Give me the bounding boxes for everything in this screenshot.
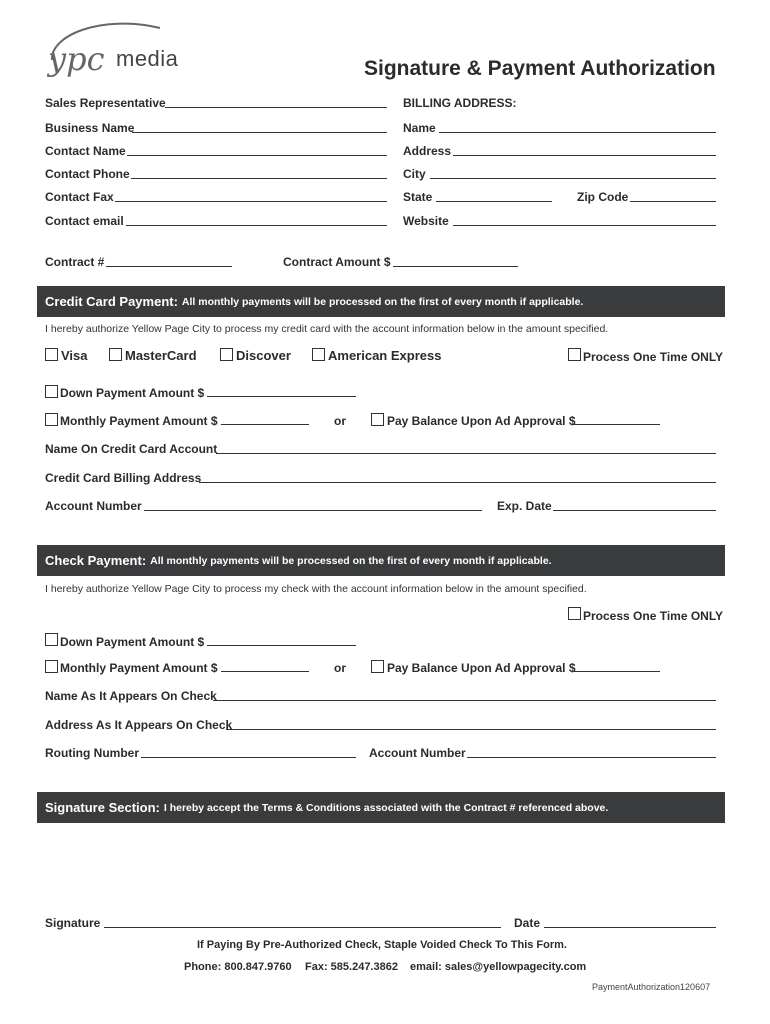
card-billing-address-label: Credit Card Billing Address bbox=[45, 471, 202, 485]
logo bbox=[40, 16, 200, 82]
exp-date-label: Exp. Date bbox=[497, 499, 552, 513]
check-monthly-payment-checkbox[interactable] bbox=[45, 660, 58, 673]
footer-phone: Phone: 800.847.9760 bbox=[184, 961, 292, 973]
billing-address-field[interactable] bbox=[453, 155, 716, 156]
cc-monthly-payment-field[interactable] bbox=[221, 424, 309, 425]
contract-number-label: Contract # bbox=[45, 255, 105, 269]
signature-section-text: I hereby accept the Terms & Conditions associated with the Contract # referenced above. bbox=[163, 801, 609, 814]
staple-note: If Paying By Pre-Authorized Check, Staple Voided Check To This Form. bbox=[197, 939, 567, 951]
check-down-payment-checkbox[interactable] bbox=[45, 633, 58, 646]
name-on-check-label: Name As It Appears On Check bbox=[45, 689, 217, 703]
check-down-payment-label: Down Payment Amount $ bbox=[60, 635, 205, 649]
check-one-time-checkbox[interactable] bbox=[568, 607, 581, 620]
mastercard-checkbox[interactable] bbox=[109, 348, 122, 361]
address-on-check-label: Address As It Appears On Check bbox=[45, 718, 233, 732]
cc-account-number-label: Account Number bbox=[45, 499, 142, 513]
sales-rep-label: Sales Representative bbox=[45, 96, 166, 110]
amex-checkbox[interactable] bbox=[312, 348, 325, 361]
routing-number-field[interactable] bbox=[141, 757, 356, 758]
check-down-payment-field[interactable] bbox=[207, 645, 356, 646]
billing-name-field[interactable] bbox=[439, 132, 716, 133]
credit-card-section-title: Credit Card Payment: bbox=[45, 294, 178, 309]
website-label: Website bbox=[403, 214, 449, 228]
contract-number-field[interactable] bbox=[106, 266, 232, 267]
signature-label: Signature bbox=[45, 916, 101, 930]
credit-card-authorization-text: I hereby authorize Yellow Page City to process my credit card with the account information below in the amount specified. bbox=[45, 323, 609, 335]
check-monthly-payment-label: Monthly Payment Amount $ bbox=[60, 661, 218, 675]
contact-name-field[interactable] bbox=[127, 155, 387, 156]
cc-down-payment-field[interactable] bbox=[207, 396, 356, 397]
billing-city-field[interactable] bbox=[430, 178, 716, 179]
billing-state-label: State bbox=[403, 190, 433, 204]
cc-pay-balance-label: Pay Balance Upon Ad Approval $ bbox=[387, 414, 576, 428]
routing-number-label: Routing Number bbox=[45, 746, 139, 760]
discover-checkbox[interactable] bbox=[220, 348, 233, 361]
credit-card-section-text: All monthly payments will be processed on the first of every month if applicable. bbox=[181, 295, 584, 308]
cc-pay-balance-field[interactable] bbox=[572, 424, 660, 425]
billing-zip-label: Zip Code bbox=[577, 190, 629, 204]
cc-or-label: or bbox=[334, 414, 346, 428]
cc-monthly-payment-label: Monthly Payment Amount $ bbox=[60, 414, 218, 428]
signature-field[interactable] bbox=[104, 927, 501, 928]
logo-mark: ypc bbox=[48, 40, 105, 78]
mastercard-label: MasterCard bbox=[125, 348, 197, 363]
logo-word: media bbox=[116, 46, 179, 71]
name-on-card-label: Name On Credit Card Account bbox=[45, 442, 218, 456]
exp-date-field[interactable] bbox=[553, 510, 716, 511]
credit-card-section-bar bbox=[37, 286, 725, 317]
contract-amount-label: Contract Amount $ bbox=[283, 255, 391, 269]
amex-label: American Express bbox=[328, 348, 442, 363]
contact-email-field[interactable] bbox=[126, 225, 387, 226]
contact-email-label: Contact email bbox=[45, 214, 124, 228]
footer-email: email: sales@yellowpagecity.com bbox=[410, 961, 587, 973]
contact-phone-label: Contact Phone bbox=[45, 167, 130, 181]
check-account-number-field[interactable] bbox=[467, 757, 716, 758]
check-pay-balance-label: Pay Balance Upon Ad Approval $ bbox=[387, 661, 576, 675]
billing-state-field[interactable] bbox=[436, 201, 552, 202]
business-name-field[interactable] bbox=[132, 132, 387, 133]
check-or-label: or bbox=[334, 661, 346, 675]
card-billing-address-field[interactable] bbox=[199, 482, 716, 483]
name-on-check-field[interactable] bbox=[213, 700, 716, 701]
check-section-bar bbox=[37, 545, 725, 576]
page-title: Signature & Payment Authorization bbox=[364, 57, 716, 80]
contact-fax-label: Contact Fax bbox=[45, 190, 114, 204]
cc-down-payment-label: Down Payment Amount $ bbox=[60, 386, 205, 400]
footer-fax: Fax: 585.247.3862 bbox=[305, 961, 398, 973]
billing-zip-field[interactable] bbox=[630, 201, 716, 202]
check-authorization-text: I hereby authorize Yellow Page City to process my check with the account information below in the amount specified. bbox=[45, 583, 587, 595]
signature-section-bar bbox=[37, 792, 725, 823]
check-pay-balance-checkbox[interactable] bbox=[371, 660, 384, 673]
date-field[interactable] bbox=[544, 927, 716, 928]
contact-phone-field[interactable] bbox=[131, 178, 387, 179]
check-one-time-label: Process One Time ONLY bbox=[583, 609, 724, 623]
name-on-card-field[interactable] bbox=[216, 453, 716, 454]
date-label: Date bbox=[514, 916, 541, 930]
document-id: PaymentAuthorization120607 bbox=[592, 982, 711, 992]
contact-name-label: Contact Name bbox=[45, 144, 126, 158]
cc-one-time-label: Process One Time ONLY bbox=[583, 350, 724, 364]
signature-section-title: Signature Section: bbox=[45, 800, 160, 815]
cc-monthly-payment-checkbox[interactable] bbox=[45, 413, 58, 426]
check-account-number-label: Account Number bbox=[369, 746, 466, 760]
cc-account-number-field[interactable] bbox=[144, 510, 482, 511]
check-monthly-payment-field[interactable] bbox=[221, 671, 309, 672]
check-pay-balance-field[interactable] bbox=[572, 671, 660, 672]
billing-name-label: Name bbox=[403, 121, 436, 135]
contact-fax-field[interactable] bbox=[115, 201, 387, 202]
cc-pay-balance-checkbox[interactable] bbox=[371, 413, 384, 426]
cc-one-time-checkbox[interactable] bbox=[568, 348, 581, 361]
check-section-text: All monthly payments will be processed on the first of every month if applicable. bbox=[150, 554, 552, 567]
address-on-check-field[interactable] bbox=[226, 729, 716, 730]
website-field[interactable] bbox=[453, 225, 716, 226]
sales-rep-field[interactable] bbox=[165, 107, 387, 108]
contract-amount-field[interactable] bbox=[393, 266, 518, 267]
visa-label: Visa bbox=[61, 348, 88, 363]
billing-address-heading: BILLING ADDRESS: bbox=[403, 96, 517, 110]
business-name-label: Business Name bbox=[45, 121, 135, 135]
discover-label: Discover bbox=[236, 348, 291, 363]
billing-address-label: Address bbox=[403, 144, 452, 158]
check-section-title: Check Payment: bbox=[45, 553, 147, 568]
billing-city-label: City bbox=[403, 167, 426, 181]
cc-down-payment-checkbox[interactable] bbox=[45, 385, 58, 398]
visa-checkbox[interactable] bbox=[45, 348, 58, 361]
